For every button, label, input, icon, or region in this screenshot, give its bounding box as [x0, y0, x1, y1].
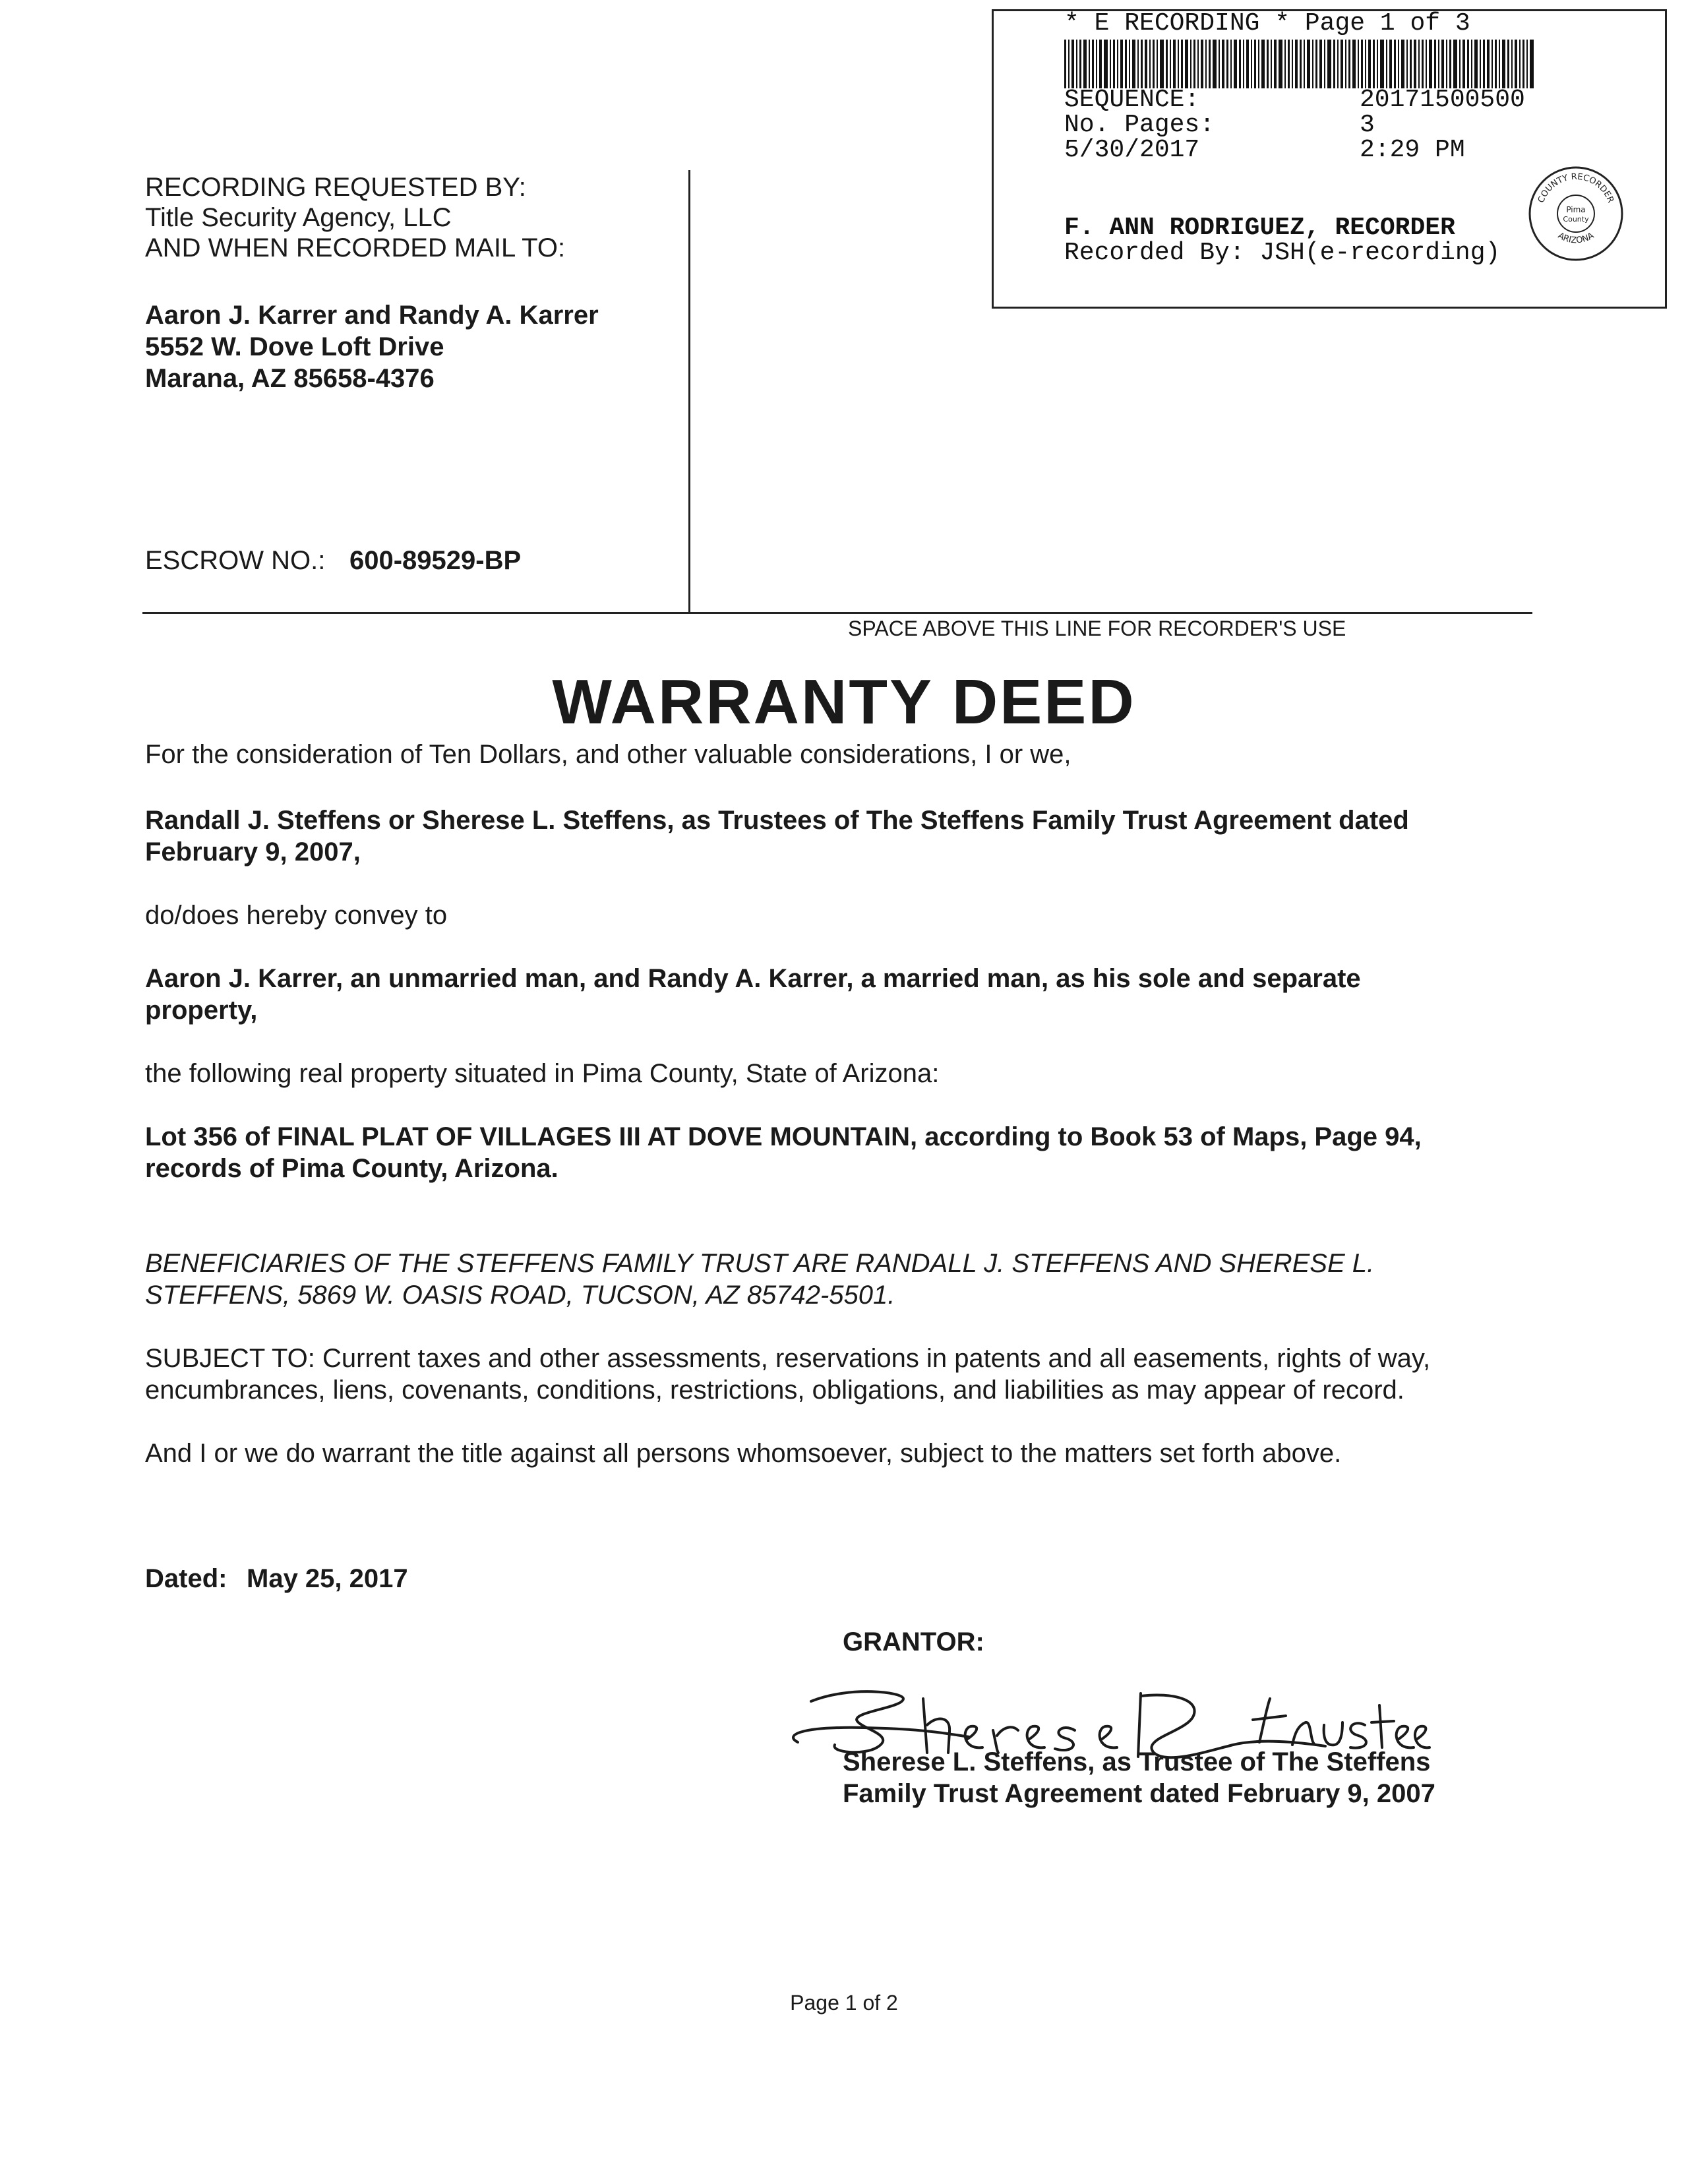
barcode-bar: [1222, 40, 1224, 88]
barcode-bar: [1129, 40, 1130, 88]
beneficiaries-line2: STEFFENS, 5869 W. OASIS ROAD, TUCSON, AZ 85742-5501.: [145, 1281, 895, 1310]
barcode-bar: [1288, 40, 1290, 88]
grantor-name-line2: February 9, 2007,: [145, 837, 361, 866]
barcode-bar: [1076, 40, 1077, 88]
barcode-bar: [1345, 40, 1346, 88]
barcode-bar: [1519, 40, 1521, 88]
barcode-bar: [1449, 40, 1451, 88]
barcode-bar: [1394, 40, 1396, 88]
recording-requested-label: RECORDING REQUESTED BY:: [145, 173, 526, 202]
convey-text: do/does hereby convey to: [145, 901, 448, 930]
barcode-bar: [1064, 40, 1066, 88]
barcode-bar: [1373, 40, 1375, 88]
barcode-bar: [1079, 40, 1081, 88]
barcode-bar: [1205, 40, 1207, 88]
barcode-bar: [1422, 40, 1424, 88]
barcode-bar: [1279, 40, 1282, 88]
barcode-bar: [1414, 40, 1416, 88]
barcode-bar: [1230, 40, 1232, 88]
barcode-bar: [1274, 40, 1277, 88]
barcode-bar: [1480, 40, 1481, 88]
barcode-bar: [1271, 40, 1272, 88]
barcode-bar: [1499, 40, 1500, 88]
sequence-value: 20171500500: [1360, 86, 1525, 114]
barcode: [1064, 40, 1621, 88]
barcode-bar: [1333, 40, 1335, 88]
barcode-bar: [1418, 40, 1420, 88]
recorded-by: Recorded By: JSH(e-recording): [1064, 239, 1501, 267]
barcode-bar: [1434, 40, 1436, 88]
barcode-bar: [1157, 40, 1158, 88]
barcode-bar: [1441, 40, 1444, 88]
barcode-bar: [1110, 40, 1111, 88]
barcode-bar: [1319, 40, 1322, 88]
barcode-bar: [1446, 40, 1447, 88]
requesting-agency: Title Security Agency, LLC: [145, 203, 452, 232]
mail-to-street: 5552 W. Dove Loft Drive: [145, 332, 444, 361]
barcode-bar: [1170, 40, 1171, 88]
barcode-bar: [1324, 40, 1325, 88]
barcode-bar: [1193, 40, 1195, 88]
barcode-bar: [1261, 40, 1265, 88]
barcode-bar: [1352, 40, 1356, 88]
barcode-bar: [1492, 40, 1493, 88]
dated-value: May 25, 2017: [247, 1564, 408, 1593]
barcode-bar: [1190, 40, 1191, 88]
dated-label: Dated:: [145, 1564, 227, 1593]
barcode-bar: [1406, 40, 1408, 88]
barcode-bar: [1137, 40, 1139, 88]
barcode-bar: [1083, 40, 1087, 88]
barcode-bar: [1530, 40, 1534, 88]
barcode-bar: [1315, 40, 1317, 88]
mail-to-name: Aaron J. Karrer and Randy A. Karrer: [145, 301, 599, 330]
barcode-bar: [1104, 40, 1108, 88]
beneficiaries-line1: BENEFICIARIES OF THE STEFFENS FAMILY TRUST ARE RANDALL J. STEFFENS AND SHERESE L.: [145, 1249, 1375, 1278]
legal-description-line1: Lot 356 of FINAL PLAT OF VILLAGES III AT DOVE MOUNTAIN, according to Book 53 of Maps, Page 94,: [145, 1122, 1422, 1151]
barcode-bar: [1213, 40, 1217, 88]
barcode-bar: [1401, 40, 1404, 88]
barcode-bar: [1284, 40, 1286, 88]
subject-to-line2: encumbrances, liens, covenants, conditions, restrictions, obligations, and liabilities as may appear of record.: [145, 1376, 1404, 1405]
consideration-text: For the consideration of Ten Dollars, and other valuable considerations, I or we,: [145, 740, 1071, 769]
barcode-bar: [1515, 40, 1517, 88]
barcode-bar: [1483, 40, 1485, 88]
barcode-bar: [1295, 40, 1298, 88]
barcode-bar: [1209, 40, 1211, 88]
recorder-use-note: SPACE ABOVE THIS LINE FOR RECORDER'S USE: [848, 617, 1346, 640]
signer-line1: Sherese L. Steffens, as Trustee of The Steffens: [843, 1747, 1431, 1776]
barcode-bar: [1304, 40, 1305, 88]
barcode-bar: [1132, 40, 1135, 88]
barcode-bar: [1181, 40, 1183, 88]
page-number: Page 1 of 2: [790, 1991, 898, 2015]
barcode-bar: [1226, 40, 1228, 88]
grantor-name-line1: Randall J. Steffens or Sherese L. Steffens, as Trustees of The Steffens Family Trust Agreement dated: [145, 806, 1409, 835]
subject-to-line1: SUBJECT TO: Current taxes and other assessments, reservations in patents and all easements, rights of way,: [145, 1344, 1431, 1373]
barcode-bar: [1386, 40, 1387, 88]
barcode-bar: [1251, 40, 1252, 88]
barcode-bar: [1467, 40, 1469, 88]
barcode-bar: [1502, 40, 1505, 88]
barcode-bar: [1141, 40, 1143, 88]
mail-to-city: Marana, AZ 85658-4376: [145, 364, 435, 393]
barcode-bar: [1389, 40, 1392, 88]
svg-text:COUNTY RECORDER: COUNTY RECORDER: [1536, 171, 1615, 204]
barcode-bar: [1368, 40, 1371, 88]
barcode-bar: [1348, 40, 1350, 88]
grantee-line2: property,: [145, 996, 258, 1025]
barcode-bar: [1377, 40, 1378, 88]
barcode-bar: [1068, 40, 1070, 88]
grantee-line1: Aaron J. Karrer, an unmarried man, and Randy A. Karrer, a married man, as his sole and separate: [145, 964, 1361, 993]
barcode-bar: [1071, 40, 1074, 88]
barcode-bar: [1462, 40, 1465, 88]
barcode-bar: [1459, 40, 1461, 88]
barcode-bar: [1522, 40, 1524, 88]
barcode-bar: [1358, 40, 1359, 88]
barcode-bar: [1307, 40, 1310, 88]
barcode-bar: [1149, 40, 1151, 88]
barcode-bar: [1495, 40, 1497, 88]
barcode-bar: [1197, 40, 1199, 88]
barcode-bar: [1160, 40, 1164, 88]
barcode-bar: [1410, 40, 1412, 88]
escrow-label: ESCROW NO.:: [145, 546, 326, 575]
sequence-label: SEQUENCE:: [1064, 86, 1200, 114]
recording-date: 5/30/2017: [1064, 136, 1200, 164]
barcode-bar: [1429, 40, 1432, 88]
barcode-bar: [1267, 40, 1269, 88]
barcode-bar: [1153, 40, 1155, 88]
barcode-bar: [1426, 40, 1427, 88]
svg-text:Pima: Pima: [1566, 205, 1586, 214]
barcode-bar: [1125, 40, 1127, 88]
document-title: WARRANTY DEED: [552, 667, 1136, 737]
svg-text:ARIZONA: ARIZONA: [1555, 231, 1596, 246]
barcode-bar: [1361, 40, 1363, 88]
barcode-bar: [1113, 40, 1115, 88]
barcode-bar: [1145, 40, 1147, 88]
barcode-bar: [1246, 40, 1249, 88]
legal-description-line2: records of Pima County, Arizona.: [145, 1154, 558, 1183]
barcode-bar: [1120, 40, 1123, 88]
barcode-bar: [1173, 40, 1176, 88]
barcode-bar: [1239, 40, 1241, 88]
barcode-bar: [1117, 40, 1118, 88]
pages-label: No. Pages:: [1064, 111, 1215, 139]
barcode-bar: [1185, 40, 1188, 88]
recorder-use-line: [142, 612, 1532, 614]
barcode-bar: [1219, 40, 1220, 88]
grantor-label: GRANTOR:: [843, 1627, 984, 1656]
barcode-bar: [1365, 40, 1366, 88]
barcode-bar: [1258, 40, 1259, 88]
barcode-bar: [1166, 40, 1168, 88]
barcode-bar: [1096, 40, 1097, 88]
barcode-bar: [1201, 40, 1203, 88]
svg-text:County: County: [1563, 215, 1589, 224]
barcode-bar: [1327, 40, 1331, 88]
barcode-bar: [1474, 40, 1478, 88]
escrow-number: 600-89529-BP: [349, 546, 522, 575]
header-divider-vertical: [688, 170, 690, 612]
property-intro: the following real property situated in Pima County, State of Arizona:: [145, 1059, 940, 1088]
recording-time: 2:29 PM: [1360, 136, 1465, 164]
barcode-bar: [1300, 40, 1302, 88]
barcode-bar: [1337, 40, 1339, 88]
barcode-bar: [1341, 40, 1343, 88]
barcode-bar: [1453, 40, 1457, 88]
barcode-bar: [1234, 40, 1237, 88]
barcode-bar: [1526, 40, 1528, 88]
barcode-bar: [1099, 40, 1102, 88]
pages-value: 3: [1360, 111, 1375, 139]
recorder-header: * E RECORDING * Page 1 of 3: [1064, 9, 1470, 38]
barcode-bar: [1178, 40, 1179, 88]
barcode-bar: [1398, 40, 1399, 88]
barcode-bar: [1380, 40, 1384, 88]
signer-line2: Family Trust Agreement dated February 9, 2007: [843, 1779, 1435, 1808]
barcode-bar: [1092, 40, 1094, 88]
barcode-bar: [1487, 40, 1490, 88]
barcode-bar: [1471, 40, 1472, 88]
barcode-bar: [1292, 40, 1293, 88]
mail-to-label: AND WHEN RECORDED MAIL TO:: [145, 233, 566, 262]
barcode-bar: [1507, 40, 1509, 88]
warrant-text: And I or we do warrant the title against all persons whomsoever, subject to the matters set forth above.: [145, 1439, 1342, 1468]
barcode-bar: [1089, 40, 1090, 88]
recorder-name: F. ANN RODRIGUEZ, RECORDER: [1064, 214, 1455, 242]
barcode-bar: [1254, 40, 1256, 88]
barcode-bar: [1511, 40, 1513, 88]
barcode-bar: [1243, 40, 1244, 88]
barcode-bar: [1312, 40, 1313, 88]
barcode-bar: [1438, 40, 1439, 88]
county-seal-icon: [1527, 165, 1625, 262]
